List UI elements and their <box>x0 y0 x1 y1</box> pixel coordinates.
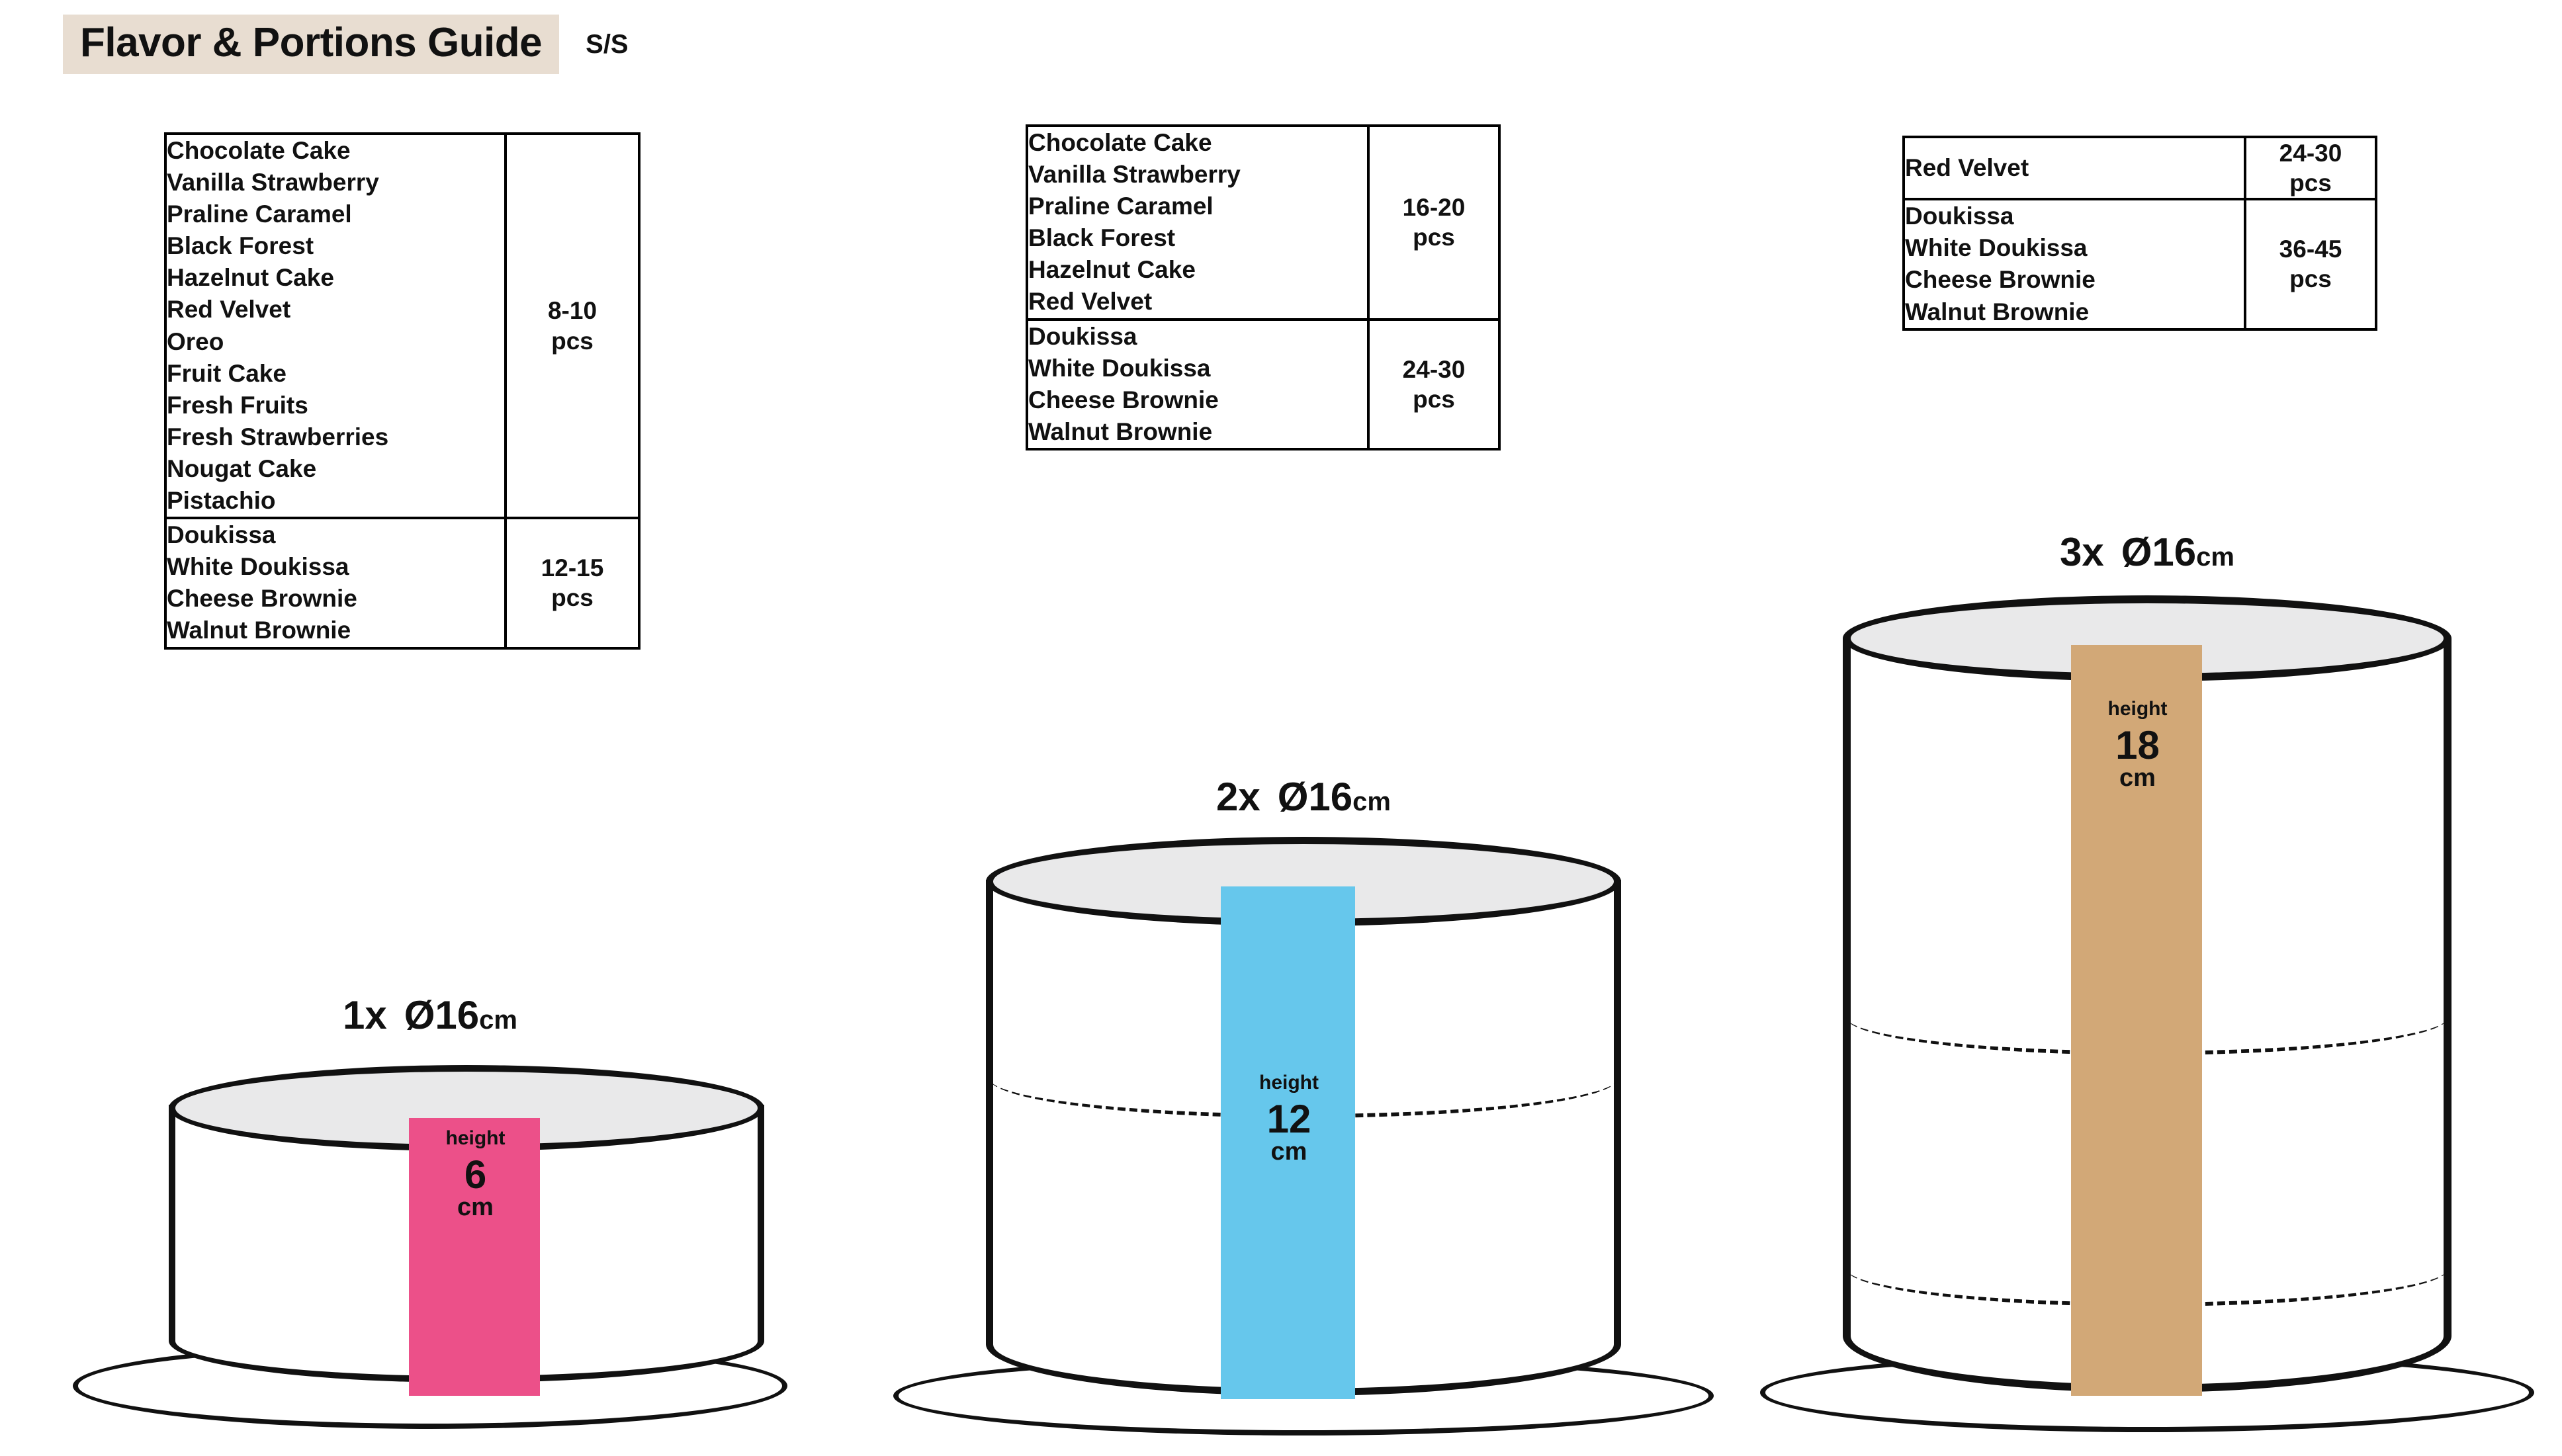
portions-table-1x <box>164 132 640 650</box>
flavor-list-cell <box>1904 199 2245 329</box>
height-unit: cm <box>2119 764 2156 792</box>
flavor-item: Walnut Brownie <box>1905 298 2090 325</box>
flavor-item: Chocolate Cake <box>1028 129 1212 156</box>
portions-cell <box>506 518 639 648</box>
portions-amount: 24-30 <box>1402 355 1466 383</box>
diameter-unit: cm <box>1352 787 1391 816</box>
flavor-item: Fresh Fruits <box>167 391 308 419</box>
portions-unit: pcs <box>551 327 594 355</box>
flavor-item: Fresh Strawberries <box>167 423 389 450</box>
height-indicator-1x <box>409 1118 540 1396</box>
flavor-list-cell <box>1027 320 1368 449</box>
cake-size-label-2x <box>887 774 1720 820</box>
portions-cell <box>2245 199 2376 329</box>
cake-diagram-2x <box>887 774 1720 1455</box>
tiers-label: 2x <box>1216 775 1260 819</box>
portions-amount: 36-45 <box>2279 236 2342 263</box>
portions-table-2x <box>1026 124 1501 450</box>
table-row <box>1904 199 2376 329</box>
diameter-label: Ø16 <box>404 993 480 1037</box>
flavor-item: Nougat Cake <box>167 454 317 482</box>
height-value: 12 <box>1266 1097 1311 1141</box>
portions-amount: 24-30 <box>2279 140 2342 167</box>
flavor-item: Vanilla Strawberry <box>167 169 379 196</box>
page-header <box>63 15 629 74</box>
flavor-item: Doukissa <box>167 521 276 549</box>
height-indicator-2x <box>1221 886 1355 1399</box>
diameter-unit: cm <box>2196 542 2234 572</box>
flavor-item: Red Velvet <box>167 296 291 323</box>
flavor-item: Walnut Brownie <box>1028 417 1213 445</box>
diameter-label: Ø16 <box>1277 775 1353 819</box>
cake-size-label-1x <box>66 992 794 1038</box>
flavor-item: Vanilla Strawberry <box>1028 161 1241 189</box>
tiers-label: 1x <box>343 993 387 1037</box>
table-row <box>165 134 639 518</box>
flavor-item: Black Forest <box>1028 224 1176 252</box>
portions-unit: pcs <box>551 584 594 612</box>
flavor-item: White Doukissa <box>1028 354 1211 382</box>
flavor-item: Praline Caramel <box>1028 193 1214 220</box>
flavor-item: Praline Caramel <box>167 200 352 228</box>
portions-unit: pcs <box>1413 385 1455 413</box>
page-title: Flavor & Portions Guide <box>63 15 559 74</box>
cake-diagram-1x <box>66 992 794 1455</box>
flavor-item: Doukissa <box>1028 322 1137 350</box>
flavor-item: Hazelnut Cake <box>1028 256 1196 284</box>
height-word: height <box>445 1127 506 1149</box>
portions-cell <box>1368 320 1499 449</box>
portions-cell <box>506 134 639 518</box>
portions-unit: pcs <box>2289 265 2332 293</box>
flavor-item: White Doukissa <box>1905 234 2088 262</box>
portions-cell <box>1368 126 1499 320</box>
portions-unit: pcs <box>1413 224 1455 251</box>
tiers-label: 3x <box>2060 530 2104 574</box>
table-row <box>165 518 639 648</box>
flavor-item: Cheese Brownie <box>167 585 357 613</box>
flavor-list-cell <box>165 518 506 648</box>
flavor-item: Red Velvet <box>1028 288 1153 316</box>
height-value: 6 <box>464 1152 487 1197</box>
height-unit: cm <box>1270 1138 1307 1166</box>
diameter-unit: cm <box>479 1006 517 1035</box>
flavor-item: Pistachio <box>167 487 276 515</box>
cake-diagram-3x <box>1747 529 2547 1455</box>
flavor-item: Cheese Brownie <box>1028 386 1219 413</box>
flavor-item: Fruit Cake <box>167 359 287 387</box>
flavor-item: Hazelnut Cake <box>167 264 334 292</box>
flavor-item: Black Forest <box>167 232 314 260</box>
height-unit: cm <box>457 1193 494 1221</box>
flavor-item: Chocolate Cake <box>167 137 351 164</box>
season-label: S/S <box>586 29 629 59</box>
height-word: height <box>1259 1072 1319 1093</box>
flavor-item: Red Velvet <box>1905 154 2029 182</box>
flavor-item: Walnut Brownie <box>167 617 351 644</box>
portions-amount: 12-15 <box>541 554 604 582</box>
flavor-item: Oreo <box>167 327 224 355</box>
table-row <box>1027 320 1499 449</box>
height-indicator-3x <box>2071 645 2202 1396</box>
cake-size-label-3x <box>1747 529 2547 575</box>
flavor-list-cell <box>1904 137 2245 199</box>
flavor-list-cell <box>1027 126 1368 320</box>
table-row <box>1027 126 1499 320</box>
flavor-list-cell <box>165 134 506 518</box>
flavor-item: Cheese Brownie <box>1905 266 2096 294</box>
flavor-item: White Doukissa <box>167 553 349 581</box>
portions-cell <box>2245 137 2376 199</box>
portions-amount: 8-10 <box>547 297 597 325</box>
portions-unit: pcs <box>2289 169 2332 197</box>
portions-amount: 16-20 <box>1402 194 1466 222</box>
height-word: height <box>2107 698 2168 720</box>
diameter-label: Ø16 <box>2121 530 2197 574</box>
flavor-item: Doukissa <box>1905 202 2014 230</box>
portions-table-3x <box>1902 136 2377 331</box>
table-row <box>1904 137 2376 199</box>
height-value: 18 <box>2115 723 2160 767</box>
